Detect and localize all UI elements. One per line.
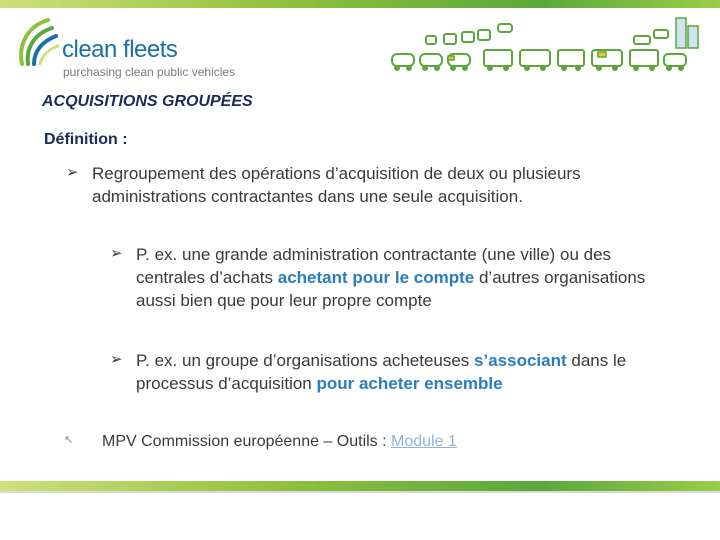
footer-reference bbox=[102, 433, 457, 451]
bullet3-highlight2: pour acheter ensemble bbox=[316, 374, 503, 393]
bullet3-text-part2: dans le processus d’acquisition bbox=[136, 351, 627, 393]
arrow-bullet-icon: ➢ bbox=[110, 245, 123, 262]
brand-tagline: purchasing clean public vehicles bbox=[63, 65, 236, 79]
bullet2-text-part2: d’autres organisations aussi bien que pour leur propre compte bbox=[136, 268, 646, 310]
bullet-example-central-purchasing bbox=[136, 243, 676, 312]
arrow-bullet-icon: ➢ bbox=[66, 164, 79, 181]
footer-text: MPV Commission européenne – Outils : bbox=[102, 433, 392, 450]
brand-name: clean fleets bbox=[62, 36, 178, 63]
bullet-example-joint-purchasing bbox=[136, 349, 676, 395]
clean-fleets-logo bbox=[14, 14, 244, 84]
bullet2-text-part1: P. ex. une grande administration contractante (une ville) ou des centrales d’achats bbox=[136, 245, 612, 287]
vehicles-illustration-icon bbox=[386, 14, 706, 76]
bottom-divider bbox=[0, 491, 720, 493]
bullet3-highlight1: s’associant bbox=[474, 351, 567, 370]
footer-pointer-icon: ↖ bbox=[64, 434, 74, 446]
module-1-link[interactable]: Module 1 bbox=[391, 433, 457, 450]
bullet3-text-part1: P. ex. un groupe d’organisations acheteuses bbox=[136, 351, 475, 370]
bottom-color-bar bbox=[0, 481, 720, 491]
top-color-bar bbox=[0, 0, 720, 8]
arrow-bullet-icon: ➢ bbox=[110, 351, 123, 368]
slide-heading: ACQUISITIONS GROUPÉES bbox=[42, 93, 253, 110]
bullet-definition: Regroupement des opérations d’acquisition de deux ou plusieurs administrations contractantes dans une seule acquisition. bbox=[92, 164, 581, 206]
definition-label: Définition : bbox=[44, 131, 128, 148]
bullet2-highlight: achetant pour le compte bbox=[277, 268, 475, 287]
